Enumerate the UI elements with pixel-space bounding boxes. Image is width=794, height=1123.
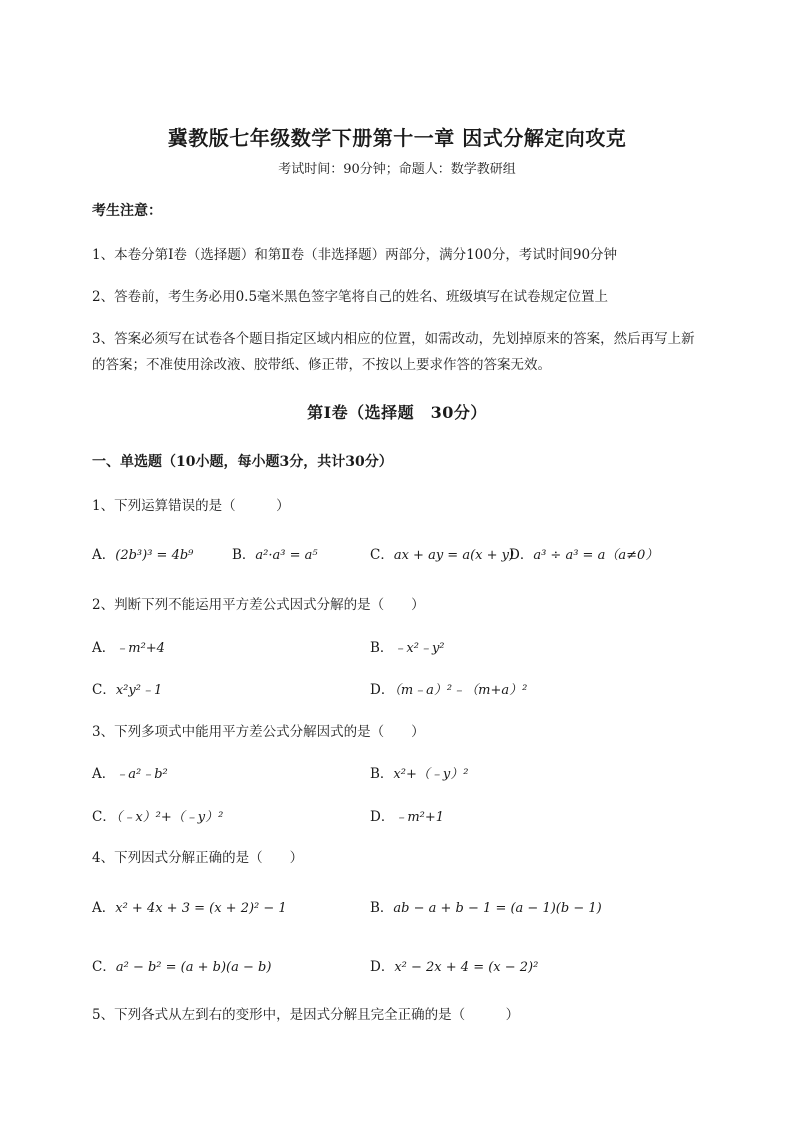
option-label: A． (92, 766, 116, 782)
question-1-stem: 1、下列运算错误的是（ ） (92, 498, 290, 514)
option-label: C． (92, 959, 116, 975)
notice-item-2: 2、答卷前，考生务必用0.5毫米黑色签字笔将自己的姓名、班级填写在试卷规定位置上 (92, 289, 609, 305)
option-expr: a³ ÷ a³ = a（a≠0） (533, 548, 659, 563)
q4-option-d[interactable] (370, 955, 538, 975)
option-label: A． (92, 640, 116, 656)
q3-option-d[interactable] (370, 805, 444, 825)
q4-option-c[interactable] (92, 955, 271, 975)
q2-option-c[interactable] (92, 678, 162, 698)
option-label: D． (509, 547, 534, 563)
option-expr: ab − a + b − 1 = (a − 1)(b − 1) (393, 901, 602, 916)
option-expr: ax + ay = a(x + y) (393, 548, 515, 563)
notice-heading: 考生注意： (92, 203, 162, 219)
question-4-stem: 4、下列因式分解正确的是（ ） (92, 850, 304, 866)
option-expr: x² + 4x + 3 = (x + 2)² − 1 (115, 901, 287, 916)
option-expr: a² − b² = (a + b)(a − b) (115, 960, 272, 975)
option-label: D． (370, 809, 395, 825)
option-expr: ﹣m²+1 (394, 810, 445, 825)
part-heading: 一、单选题（10小题，每小题3分，共计30分） (92, 454, 393, 470)
q4-option-a[interactable] (92, 896, 287, 916)
notice-item-1: 1、本卷分第I卷（选择题）和第Ⅱ卷（非选择题）两部分，满分100分，考试时间90分钟 (92, 247, 618, 263)
option-expr: x² − 2x + 4 = (x − 2)² (394, 960, 539, 975)
q1-option-a[interactable] (92, 543, 193, 563)
notice-item-3-line1: 3、答案必须写在试卷各个题目指定区域内相应的位置，如需改动，先划掉原来的答案，然后再写上新 (92, 331, 695, 347)
option-label: C． (92, 682, 116, 698)
option-expr: x²+（﹣y）² (393, 767, 469, 782)
q1-option-b[interactable] (232, 543, 318, 563)
option-expr: (2b³)³ = 4b⁹ (115, 548, 194, 563)
question-5-stem: 5、下列各式从左到右的变形中，是因式分解且完全正确的是（ ） (92, 1007, 520, 1023)
page-title: 冀教版七年级数学下册第十一章 因式分解定向攻克 (167, 126, 627, 150)
option-label: D． (370, 959, 395, 975)
exam-info: 考试时间：90分钟；命题人：数学教研组 (278, 162, 516, 177)
option-expr: ﹣a²﹣b² (115, 767, 168, 782)
option-label: D． (370, 682, 395, 698)
q3-option-b[interactable] (370, 762, 468, 782)
question-2-stem: 2、判断下列不能运用平方差公式因式分解的是（ ） (92, 597, 425, 613)
option-expr: （m﹣a）²﹣（m+a）² (394, 683, 528, 698)
q3-option-c[interactable] (92, 805, 223, 825)
option-label: B． (370, 900, 394, 916)
q1-option-d[interactable] (509, 543, 658, 563)
question-3-stem: 3、下列多项式中能用平方差公式分解因式的是（ ） (92, 724, 425, 740)
option-label: C． (92, 809, 116, 825)
option-label: B． (370, 640, 394, 656)
option-label: A． (92, 547, 116, 563)
option-label: C． (370, 547, 394, 563)
q2-option-b[interactable] (370, 636, 445, 656)
option-expr: x²y²﹣1 (115, 683, 163, 698)
section-title: 第I卷（选择题 30分） (307, 403, 487, 422)
q3-option-a[interactable] (92, 762, 168, 782)
option-label: B． (370, 766, 394, 782)
option-expr: （﹣x）²+（﹣y）² (115, 810, 224, 825)
q2-option-a[interactable] (92, 636, 165, 656)
option-label: A． (92, 900, 116, 916)
option-expr: ﹣x²﹣y² (393, 641, 445, 656)
q2-option-d[interactable] (370, 678, 527, 698)
q4-option-b[interactable] (370, 896, 602, 916)
option-expr: ﹣m²+4 (115, 641, 165, 656)
option-expr: a²·a³ = a⁵ (255, 548, 318, 563)
q1-option-c[interactable] (370, 543, 514, 563)
option-label: B． (232, 547, 256, 563)
notice-item-3-line2: 的答案；不准使用涂改液、胶带纸、修正带，不按以上要求作答的答案无效。 (92, 357, 551, 373)
